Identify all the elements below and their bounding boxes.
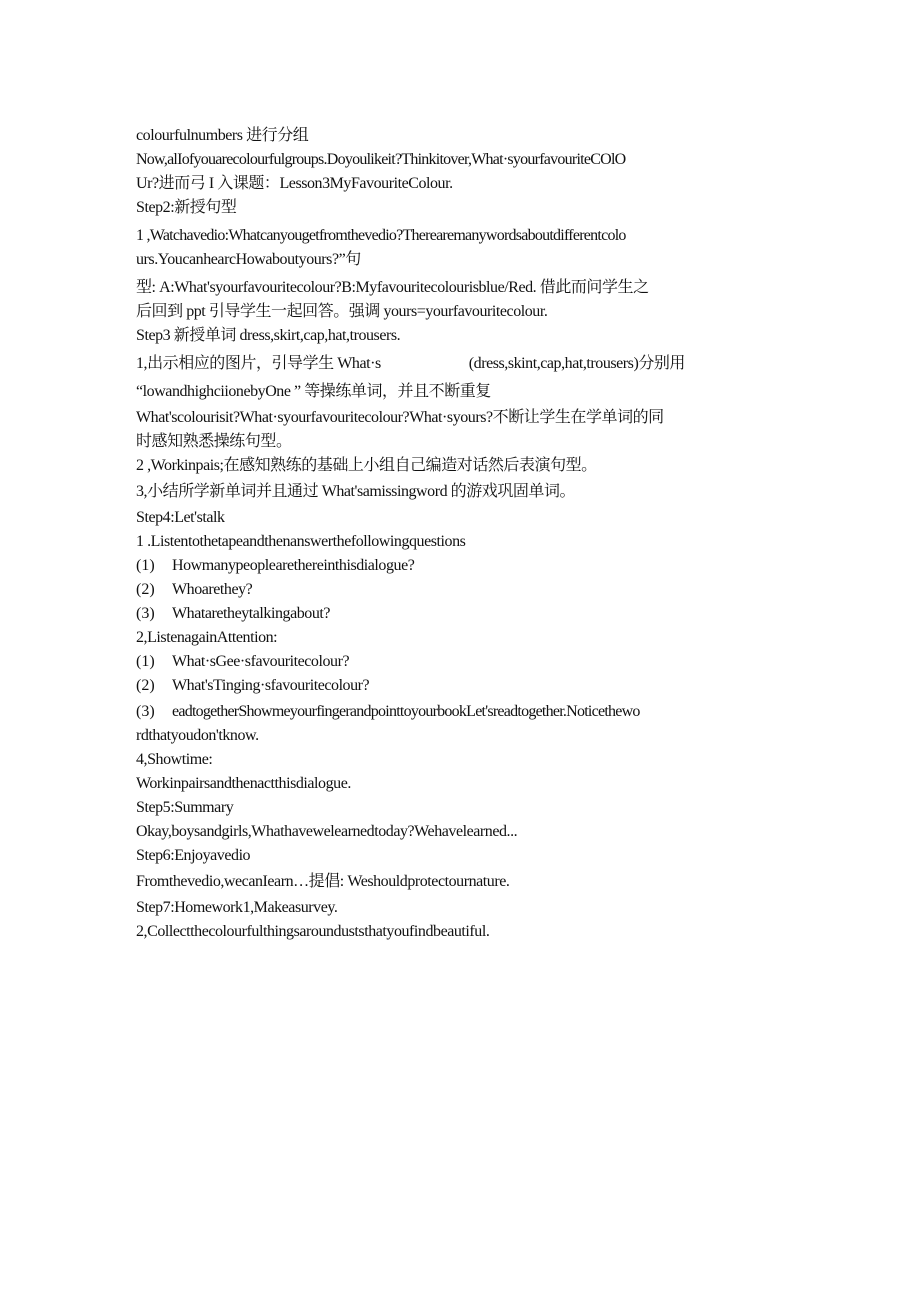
text-segment: 1,出示相应的图片，引导学生 What·s [136,355,381,372]
question-text: Howmanypeoplearethereinthisdialogue? [172,557,415,574]
text-line: 2 ,Workinpais;在感知熟练的基础上小组自己编造对话然后表演句型。 [136,457,597,474]
question-text: What'sTinging·sfavouritecolour? [172,677,370,694]
text-segment: (dress,skint,cap,hat,trousers)分别用 [468,355,685,372]
text-line: rdthatyoudon'tknow. [136,727,259,744]
text-line: 1 ,Watchavedio:Whatcanyougetfromthevedio?Therearemanywordsaboutdifferentcolo [136,227,626,244]
text-line: “lowandhighciionebyOne ” 等操练单词，并且不断重复 [136,383,491,400]
question-text: What·sGee·sfavouritecolour? [172,653,350,670]
text-line: Step6:Enjoyavedio [136,847,251,864]
question-line [136,676,786,696]
text-line: 2,ListenagainAttention: [136,629,278,646]
text-line: urs.YoucanhearcHowaboutyours?”句 [136,251,361,268]
question-line [136,652,786,672]
question-number: (3) [136,703,155,720]
text-line: Step2:新授句型 [136,199,237,216]
text-line [136,354,786,374]
text-line: 后回到 ppt 引导学生一起回答。强调 yours=yourfavouritecolour. [136,303,548,320]
question-number: (1) [136,557,155,574]
text-line: Step5:Summary [136,799,234,816]
question-number: (2) [136,677,155,694]
question-number: (3) [136,605,155,622]
question-number: (2) [136,581,155,598]
question-text: eadtogetherShowmeyourfingerandpointtoyourbookLet'sreadtogether.Noticethewo [172,703,640,720]
text-line: 型: A:What'syourfavouritecolour?B:Myfavouritecolourisblue/Red. 借此而问学生之 [136,279,649,296]
question-line [136,556,786,576]
text-line: Ur?进而弓 I 入课题：Lesson3MyFavouriteColour. [136,175,453,192]
text-line: 时感知熟悉操练句型。 [136,433,292,450]
text-line: Step4:Let'stalk [136,509,225,526]
question-line [136,604,786,624]
question-text: Whataretheytalkingabout? [172,605,331,622]
text-line: Now,alIofyouarecolourfulgroups.Doyoulikeit?Thinkitover,What·syourfavouriteCOlO [136,151,626,168]
text-line: Step7:Homework1,Makeasurvey. [136,899,338,916]
text-line: Step3 新授单词 dress,skirt,cap,hat,trousers. [136,327,401,344]
text-line: What'scolourisit?What·syourfavouritecolour?What·syours?不断让学生在学单词的同 [136,409,664,426]
text-line: 1 .Listentothetapeandthenanswerthefollowingquestions [136,533,466,550]
question-line [136,702,786,722]
text-line: 2,Collectthecolourfulthingsarounduststhatyoufindbeautiful. [136,923,490,940]
question-line [136,580,786,600]
text-line: Fromthevedio,wecanIearn…提倡: Weshouldprotectournature. [136,873,510,890]
text-line: 4,Showtime: [136,751,213,768]
text-line: 3,小结所学新单词并且通过 What'samissingword 的游戏巩固单词。 [136,483,576,500]
question-text: Whoarethey? [172,581,253,598]
question-number: (1) [136,653,155,670]
text-line: colourfulnumbers 进行分组 [136,127,309,144]
text-line: Workinpairsandthenactthisdialogue. [136,775,351,792]
text-line: Okay,boysandgirls,Whathavewelearnedtoday?Wehavelearned... [136,823,518,840]
